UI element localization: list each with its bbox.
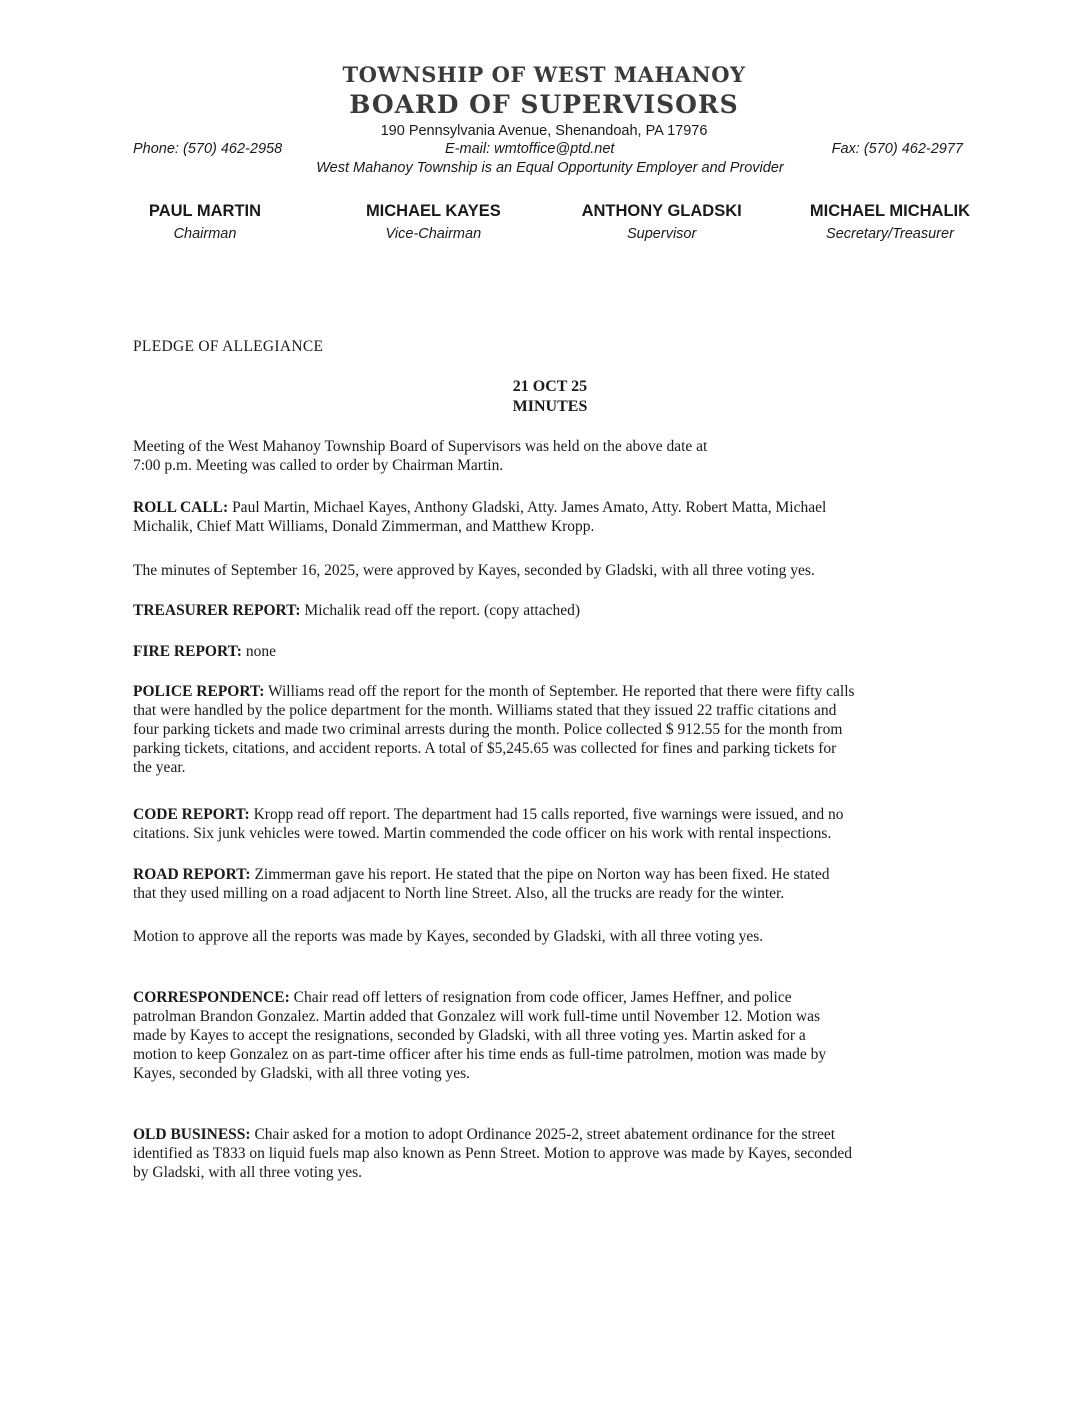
old-business-paragraph: [133, 1125, 963, 1182]
text-line: patrolman Brandon Gonzalez. Martin added that Gonzalez will work full-time until November 12. Motion was: [133, 1008, 820, 1025]
text-line: motion to keep Gonzalez on as part-time officer after his time ends as full-time patrolmen, motion was made by: [133, 1046, 827, 1063]
officer-name: ANTHONY GLADSKI: [581, 202, 742, 220]
intro-paragraph: [133, 437, 963, 475]
board-title: BOARD OF SUPERVISORS: [349, 90, 739, 119]
officer-role: Secretary/Treasurer: [826, 226, 954, 242]
text-line: Kayes, seconded by Gladski, with all three voting yes.: [133, 1065, 471, 1082]
section-label: CORRESPONDENCE:: [133, 989, 290, 1006]
text-line: by Gladski, with all three voting yes.: [133, 1164, 363, 1181]
phone-number: Phone: (570) 462-2958: [133, 141, 283, 157]
police-report-paragraph: [133, 682, 963, 777]
minutes-heading: MINUTES: [512, 398, 588, 415]
code-report-paragraph: [133, 805, 963, 843]
township-title: TOWNSHIP OF WEST MAHANOY: [342, 62, 746, 87]
text-line: that they used milling on a road adjacent to North line Street. Also, all the trucks are ready for the winter.: [133, 885, 785, 902]
officer-role: Vice-Chairman: [385, 226, 482, 242]
section-label: OLD BUSINESS:: [133, 1126, 251, 1143]
text-line: none: [241, 643, 276, 660]
section-label: POLICE REPORT:: [133, 683, 265, 700]
text-line: Michalik, Chief Matt Williams, Donald Zimmerman, and Matthew Kropp.: [133, 518, 595, 535]
text-line: Paul Martin, Michael Kayes, Anthony Gladski, Atty. James Amato, Atty. Robert Matta, Michael: [228, 499, 827, 516]
section-label: ROAD REPORT:: [133, 866, 251, 883]
text-line: Michalik read off the report. (copy attached): [300, 602, 581, 619]
officer-name: PAUL MARTIN: [148, 202, 262, 220]
road-report-paragraph: [133, 865, 963, 903]
text-line: the year.: [133, 759, 186, 776]
section-label: FIRE REPORT:: [133, 643, 242, 660]
township-address: 190 Pennsylvania Avenue, Shenandoah, PA 17976: [380, 123, 708, 139]
treasurer-report-paragraph: [133, 601, 963, 620]
officer-vice-chairman: [333, 202, 533, 242]
text-line: 7:00 p.m. Meeting was called to order by Chairman Martin.: [133, 457, 504, 474]
officer-name: MICHAEL KAYES: [365, 202, 501, 220]
email-address: E-mail: wmtoffice@ptd.net: [445, 141, 615, 157]
minutes-approval-paragraph: [133, 561, 963, 580]
officers-row: [105, 202, 990, 242]
text-line: Motion to approve all the reports was made by Kayes, seconded by Gladski, with all three voting yes.: [133, 928, 764, 945]
fire-report-paragraph: [133, 642, 963, 661]
text-line: Meeting of the West Mahanoy Township Board of Supervisors was held on the above date at: [133, 438, 708, 455]
section-label: CODE REPORT:: [133, 806, 250, 823]
roll-call-paragraph: [133, 498, 963, 536]
equal-opportunity-statement: West Mahanoy Township is an Equal Opportunity Employer and Provider: [316, 160, 784, 176]
text-line: parking tickets, citations, and accident reports. A total of $5,245.65 was collected for fines and parking tickets for: [133, 740, 837, 757]
officer-supervisor: [562, 202, 762, 242]
text-line: Chair asked for a motion to adopt Ordinance 2025-2, street abatement ordinance for the street: [250, 1126, 836, 1143]
text-line: identified as T833 on liquid fuels map also known as Penn Street. Motion to approve was made by Kayes, seconded: [133, 1145, 853, 1162]
correspondence-paragraph: [133, 988, 963, 1083]
contact-row: [133, 141, 963, 157]
text-line: made by Kayes to accept the resignations, seconded by Gladski, with all three voting yes. Martin asked for a: [133, 1027, 806, 1044]
text-line: Williams read off the report for the month of September. He reported that there were fifty calls: [264, 683, 855, 700]
section-label: ROLL CALL:: [133, 499, 229, 516]
text-line: The minutes of September 16, 2025, were approved by Kayes, seconded by Gladski, with all three voting yes.: [133, 562, 815, 579]
officer-role: Chairman: [173, 226, 237, 242]
text-line: Zimmerman gave his report. He stated that the pipe on Norton way has been fixed. He stated: [250, 866, 830, 883]
meeting-date: 21 OCT 25: [512, 378, 588, 395]
text-line: four parking tickets and made two criminal arrests during the month. Police collected $ 912.55 for the month from: [133, 721, 843, 738]
text-line: Chair read off letters of resignation from code officer, James Heffner, and police: [289, 989, 792, 1006]
text-line: citations. Six junk vehicles were towed. Martin commended the code officer on his work with rental inspections.: [133, 825, 832, 842]
officer-chairman: [105, 202, 305, 242]
reports-motion-paragraph: [133, 927, 963, 946]
officer-role: Supervisor: [627, 226, 697, 242]
officer-secretary-treasurer: [790, 202, 990, 242]
officer-name: MICHAEL MICHALIK: [809, 202, 971, 220]
fax-number: Fax: (570) 462-2977: [831, 141, 963, 157]
section-label: TREASURER REPORT:: [133, 602, 301, 619]
text-line: Kropp read off report. The department had 15 calls reported, five warnings were issued, and no: [249, 806, 844, 823]
text-line: that were handled by the police department for the month. Williams stated that they issued 22 traffic citations and: [133, 702, 837, 719]
pledge-heading: PLEDGE OF ALLEGIANCE: [133, 338, 324, 355]
